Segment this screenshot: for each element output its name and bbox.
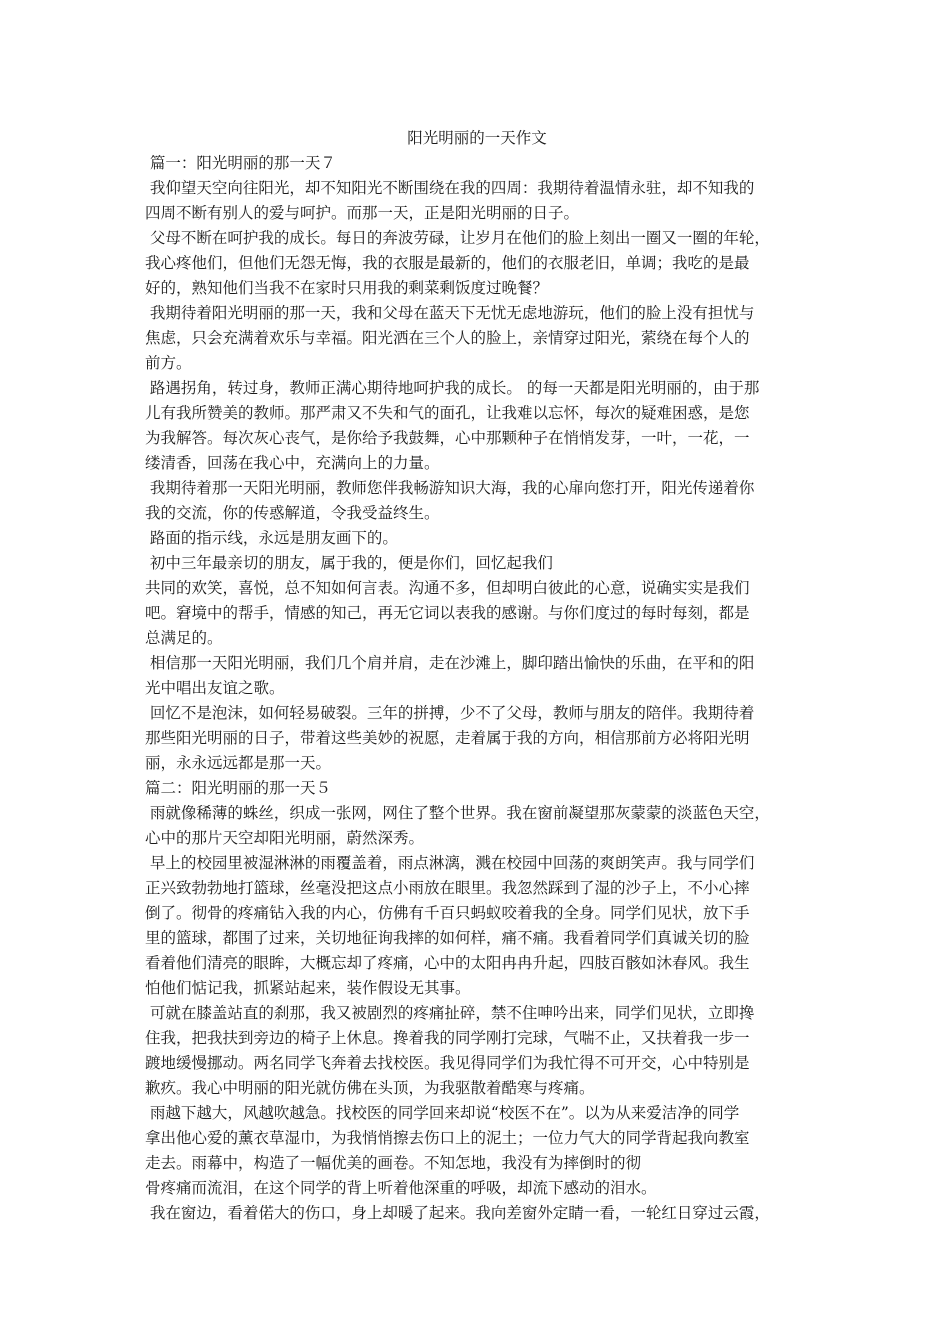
text-line: 儿有我所赞美的教师。那严肃又不失和气的面孔，让我难以忘怀，每次的疑难困惑，是您 <box>145 404 750 422</box>
paragraph <box>145 1101 809 1201</box>
document-title: 阳光明丽的一天作文 <box>407 129 547 147</box>
text-line: 丽，永永远远都是那一天。 <box>145 754 332 772</box>
paragraph <box>145 801 809 851</box>
text-line: 好的，熟知他们当我不在家时只用我的剩菜剩饭度过晚餐？ <box>145 279 549 297</box>
text-line: 焦虑，只会充满着欢乐与幸福。阳光洒在三个人的脸上，亲情穿过阳光，萦绕在每个人的 <box>145 329 750 347</box>
text-line: 正兴致勃勃地打篮球，丝毫没把这点小雨放在眼里。我忽然踩到了湿的沙子上，不小心摔 <box>145 879 750 897</box>
text-line: 看着他们清亮的眼眸，大概忘却了疼痛，心中的太阳冉冉升起，四肢百骸如沐春风。我生 <box>145 954 750 972</box>
text-line: 我期待着那一天阳光明丽，教师您伴我畅游知识大海，我的心扉向您打开，阳光传递着你 <box>145 479 755 497</box>
text-line: 住我，把我扶到旁边的椅子上休息。搀着我的同学刚打完球，气喘不止，又扶着我一步一 <box>145 1029 750 1047</box>
text-line: 雨越下越大，风越吹越急。找校医的同学回来却说“校医不在”。以为从来爱洁净的同学 <box>145 1104 740 1122</box>
paragraph <box>145 1201 809 1226</box>
text-line: 歉疚。我心中明丽的阳光就仿佛在头顶，为我驱散着酷寒与疼痛。 <box>145 1079 595 1097</box>
text-line: 我仰望天空向往阳光，却不知阳光不断围绕在我的四周：我期待着温情永驻，却不知我的 <box>145 179 755 197</box>
text-line: 篇一：阳光明丽的那一天７ <box>145 154 336 172</box>
section-heading <box>145 151 809 176</box>
text-line: 那些阳光明丽的日子，带着这些美妙的祝愿，走着属于我的方向，相信那前方必将阳光明 <box>145 729 750 747</box>
paragraph <box>145 376 809 476</box>
paragraph <box>145 551 809 651</box>
text-line: 总满足的。 <box>145 629 223 647</box>
text-line: 踱地缓慢挪动。两名同学飞奔着去找校医。我见得同学们为我忙得不可开交，心中特别是 <box>145 1054 750 1072</box>
text-line: 共同的欢笑，喜悦，总不知如何言表。沟通不多，但却明白彼此的心意，说确实实是我们 <box>145 579 750 597</box>
text-line: 回忆不是泡沫，如何轻易破裂。三年的拼搏，少不了父母，教师与朋友的陪伴。我期待着 <box>145 704 755 722</box>
text-line: 父母不断在呵护我的成长。每日的奔波劳碌，让岁月在他们的脸上刻出一圈又一圈的年轮， <box>145 229 770 247</box>
text-line: 走去。雨幕中，构造了一幅优美的画卷。不知怎地，我没有为摔倒时的彻 <box>145 1154 642 1172</box>
paragraph <box>145 1001 809 1101</box>
paragraph <box>145 526 809 551</box>
text-line: 吧。窘境中的帮手，情感的知己，再无它词以表我的感谢。与你们度过的每时每刻，都是 <box>145 604 750 622</box>
text-line: 骨疼痛而流泪，在这个同学的背上听着他深重的呼吸，却流下感动的泪水。 <box>145 1179 657 1197</box>
text-line: 里的篮球，都围了过来，关切地征询我摔的如何样，痛不痛。我看着同学们真诚关切的脸 <box>145 929 750 947</box>
text-line: 前方。 <box>145 354 192 372</box>
text-line: 为我解答。每次灰心丧气，是你给予我鼓舞，心中那颗种子在悄悄发芽，一叶，一花，一 <box>145 429 750 447</box>
text-line: 我心疼他们，但他们无怨无悔，我的衣服是最新的，他们的衣服老旧，单调；我吃的是最 <box>145 254 750 272</box>
document-page <box>145 126 809 1226</box>
text-line: 拿出他心爱的薰衣草湿巾，为我悄悄擦去伤口上的泥土；一位力气大的同学背起我向教室 <box>145 1129 750 1147</box>
text-line: 可就在膝盖站直的刹那，我又被剧烈的疼痛扯碎，禁不住呻吟出来，同学们见状，立即搀 <box>145 1004 755 1022</box>
paragraph <box>145 651 809 701</box>
text-line: 篇二：阳光明丽的那一天５ <box>145 779 332 797</box>
text-line: 倒了。彻骨的疼痛钻入我的内心，仿佛有千百只蚂蚁咬着我的全身。同学们见状，放下手 <box>145 904 750 922</box>
paragraph <box>145 226 809 301</box>
text-line: 相信那一天阳光明丽，我们几个肩并肩，走在沙滩上，脚印踏出愉快的乐曲，在平和的阳 <box>145 654 755 672</box>
text-line: 怕他们惦记我，抓紧站起来，装作假设无其事。 <box>145 979 471 997</box>
paragraph <box>145 176 809 226</box>
section-heading <box>145 776 809 801</box>
text-line: 初中三年最亲切的朋友，属于我的，便是你们，回忆起我们 <box>145 554 553 572</box>
paragraph <box>145 476 809 526</box>
text-line: 雨就像稀薄的蛛丝，织成一张网，网住了整个世界。我在窗前凝望那灰蒙蒙的淡蓝色天空， <box>145 804 770 822</box>
paragraph <box>145 301 809 376</box>
text-line: 路面的指示线，永远是朋友画下的。 <box>145 529 398 547</box>
text-line: 我期待着阳光明丽的那一天，我和父母在蓝天下无忧无虑地游玩，他们的脸上没有担忧与 <box>145 304 755 322</box>
text-line: 缕清香，回荡在我心中，充满向上的力量。 <box>145 454 440 472</box>
text-line: 心中的那片天空却阳光明丽，蔚然深秀。 <box>145 829 425 847</box>
document-body <box>145 151 809 1226</box>
text-line: 我在窗边，看着偌大的伤口，身上却暖了起来。我向差窗外定睛一看，一轮红日穿过云霞， <box>145 1204 770 1222</box>
paragraph <box>145 851 809 1001</box>
text-line: 路遇拐角，转过身，教师正满心期待地呵护我的成长。 的每一天都是阳光明丽的，由于那 <box>145 379 760 397</box>
text-line: 我的交流，你的传惑解道，令我受益终生。 <box>145 504 440 522</box>
text-line: 早上的校园里被湿淋淋的雨覆盖着，雨点淋漓，溅在校园中回荡的爽朗笑声。我与同学们 <box>145 854 755 872</box>
text-line: 四周不断有别人的爱与呵护。而那一天，正是阳光明丽的日子。 <box>145 204 580 222</box>
text-line: 光中唱出友谊之歌。 <box>145 679 285 697</box>
paragraph <box>145 701 809 776</box>
